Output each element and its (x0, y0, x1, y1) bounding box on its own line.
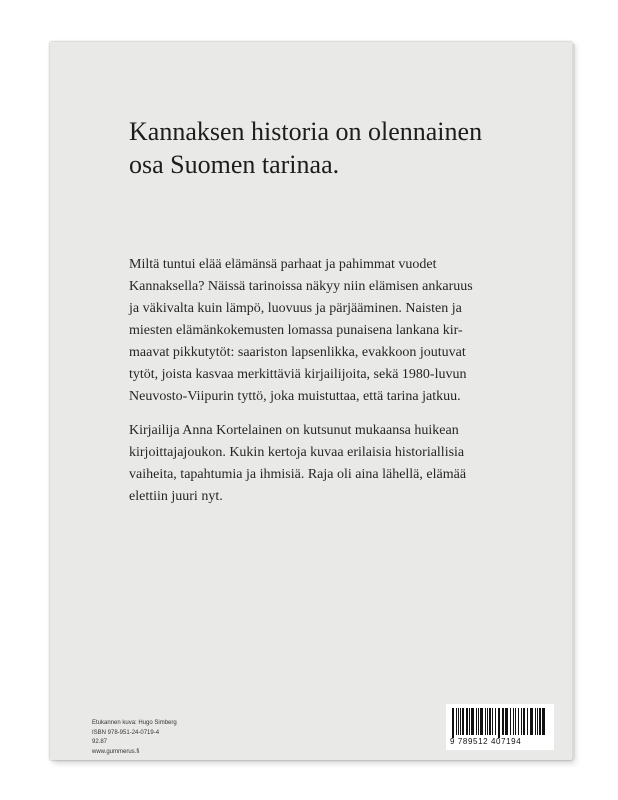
barcode-bar (510, 708, 511, 735)
barcode-bar (498, 708, 500, 738)
barcode-bars (452, 708, 548, 738)
barcode-bar (462, 708, 464, 735)
barcode-bar (460, 708, 461, 735)
barcode-bar (518, 708, 519, 735)
headline-line: Kannaksen historia on olennainen (129, 117, 483, 146)
barcode-bar (523, 708, 525, 735)
barcode-bar (456, 708, 457, 735)
barcode-digits: 9 789512 407194 (450, 737, 522, 746)
text-line: Miltä tuntui elää elämänsä parhaat ja pahimmat vuodet (129, 257, 437, 272)
barcode-bar (489, 708, 491, 735)
blurb-paragraph-2 (129, 420, 529, 508)
barcode-bar (521, 708, 522, 735)
colophon (92, 719, 177, 757)
text-line: Kirjailija Anna Kortelainen on kutsunut mukaansa huikean (129, 423, 459, 438)
text-line: Kannaksella? Näissä tarinoissa näkyy niin elämisen ankaruus (129, 279, 473, 294)
text-line: ja väkivalta kuin lämpö, luovuus ja pärjääminen. Naisten ja (129, 301, 462, 316)
barcode-bar (502, 708, 504, 735)
barcode-bar (505, 708, 508, 735)
barcode-bar (452, 708, 454, 738)
barcode-bar (492, 708, 493, 735)
barcode-bar (539, 708, 541, 735)
text-line: miesten elämänkokemusten lomassa punaisena lankana kir- (129, 323, 463, 338)
isbn: ISBN 978-951-24-0719-4 (92, 729, 160, 736)
text-line: tytöt, joista kasvaa merkittäviä kirjailijoita, sekä 1980-luvun (129, 367, 467, 382)
barcode-bar (480, 708, 483, 735)
barcode-bar (485, 708, 486, 735)
barcode-bar (513, 708, 514, 735)
barcode-bar (478, 708, 479, 735)
classification: 92.87 (92, 739, 108, 745)
blurb-paragraph-1 (129, 254, 529, 408)
text-line: elettiin juuri nyt. (129, 489, 223, 504)
headline-line: osa Suomen tarinaa. (129, 150, 340, 179)
headline (129, 115, 529, 181)
text-line: Neuvosto-Viipurin tyttö, joka muistuttaa, että tarina jatkuu. (129, 389, 461, 404)
cover-credit: Etukannen kuva: Hugo Simberg (92, 720, 177, 726)
barcode-bar (476, 708, 477, 735)
barcode-bar (495, 708, 496, 735)
publisher-website: www.gummerus.fi (92, 748, 140, 755)
barcode-bar (471, 708, 474, 735)
text-line: maavat pikkutytöt: saariston lapsenlikka, evakkoon joutuvat (129, 345, 466, 360)
barcode-bar (515, 708, 516, 735)
barcode-bar (530, 708, 533, 735)
barcode-bar (542, 708, 545, 735)
text-line: kirjoittajajoukon. Kukin kertoja kuvaa erilaisia historiallisia (129, 445, 465, 460)
barcode-bar (487, 708, 488, 735)
barcode-bar (537, 708, 538, 735)
barcode-bar (466, 708, 468, 735)
text-line: vaiheita, tapahtumia ja ihmisiä. Raja oli aina lähellä, elämää (129, 467, 467, 482)
barcode-bar (535, 708, 536, 735)
book-back-cover (50, 42, 572, 760)
barcode-bar (469, 708, 470, 735)
isbn-barcode (446, 704, 554, 750)
barcode-bar (458, 708, 459, 735)
barcode-bar (527, 708, 528, 735)
